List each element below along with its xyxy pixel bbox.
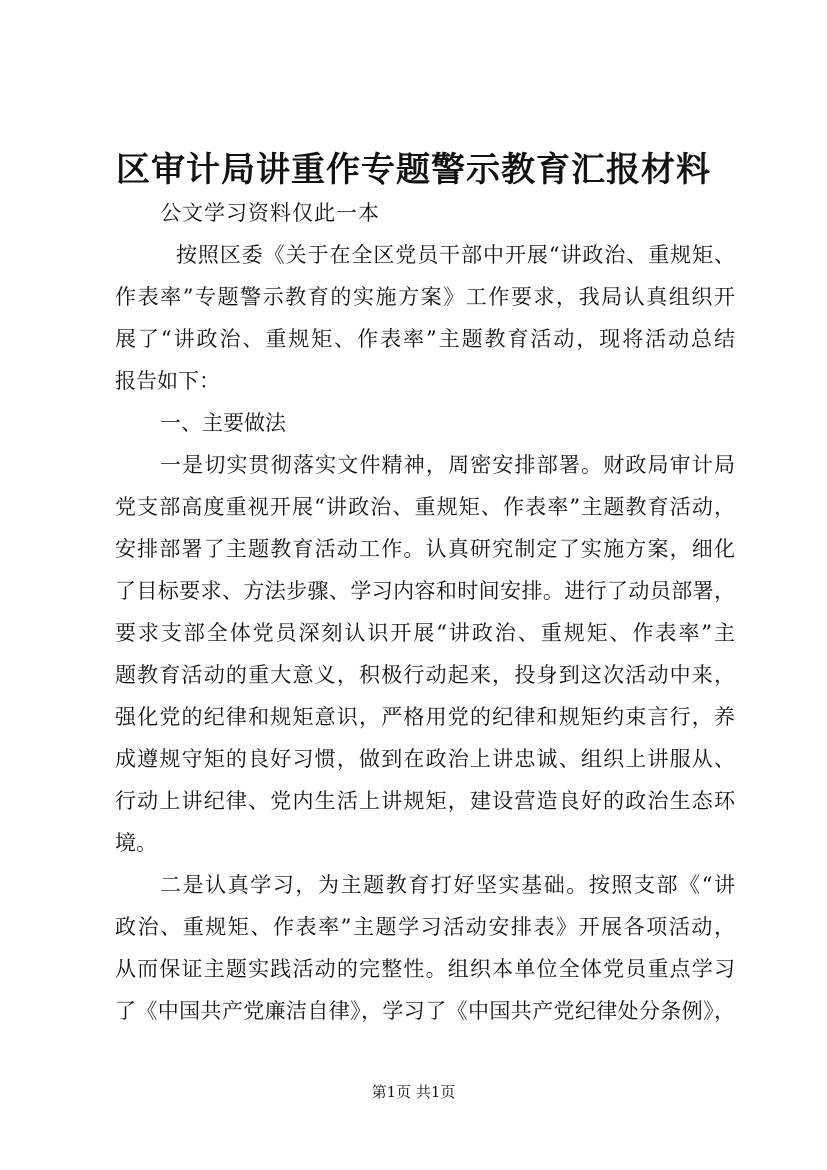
paragraph-line: 要求支部全体党员深刻认识开展“讲政治、重规矩、作表率”主 [115, 621, 735, 645]
paragraph-line: 成遵规守矩的良好习惯，做到在政治上讲忠诚、组织上讲服从、 [115, 747, 735, 771]
paragraph-line: 从而保证主题实践活动的完整性。组织本单位全体党员重点学习 [115, 957, 735, 981]
paragraph-line: 政治、重规矩、作表率”主题学习活动安排表》开展各项活动， [115, 915, 735, 939]
paragraph-line: 行动上讲纪律、党内生活上讲规矩，建设营造良好的政治生态环 [115, 789, 735, 813]
paragraph-line: 展了“讲政治、重规矩、作表率”主题教育活动，现将活动总结 [115, 327, 735, 351]
paragraph-line: 作表率”专题警示教育的实施方案》工作要求，我局认真组织开 [115, 285, 735, 309]
paragraph-line: 一是切实贯彻落实文件精神，周密安排部署。财政局审计局 [160, 453, 735, 477]
paragraph-line: 题教育活动的重大意义，积极行动起来，投身到这次活动中来， [115, 663, 735, 687]
section-heading: 一、主要做法 [160, 411, 286, 435]
paragraph-line: 了目标要求、方法步骤、学习内容和时间安排。进行了动员部署， [115, 579, 735, 603]
paragraph-line: 二是认真学习，为主题教育打好坚实基础。按照支部《“讲 [160, 873, 735, 897]
paragraph-line: 境。 [115, 831, 157, 855]
paragraph-line: 了《中国共产党廉洁自律》，学习了《中国共产党纪律处分条例》， [115, 999, 735, 1023]
paragraph-line: 安排部署了主题教育活动工作。认真研究制定了实施方案，细化 [115, 537, 735, 561]
page-footer: 第1页 共1页 [371, 1083, 456, 1101]
document-subtitle: 公文学习资料仅此一本 [160, 201, 380, 225]
paragraph-line: 强化党的纪律和规矩意识，严格用党的纪律和规矩约束言行，养 [115, 705, 735, 729]
paragraph-line: 按照区委《关于在全区党员干部中开展“讲政治、重规矩、 [176, 243, 735, 267]
paragraph-line: 党支部高度重视开展“讲政治、重规矩、作表率”主题教育活动， [115, 495, 735, 519]
document-title: 区审计局讲重作专题警示教育汇报材料 [116, 150, 711, 190]
paragraph-line: 报告如下： [115, 369, 220, 393]
